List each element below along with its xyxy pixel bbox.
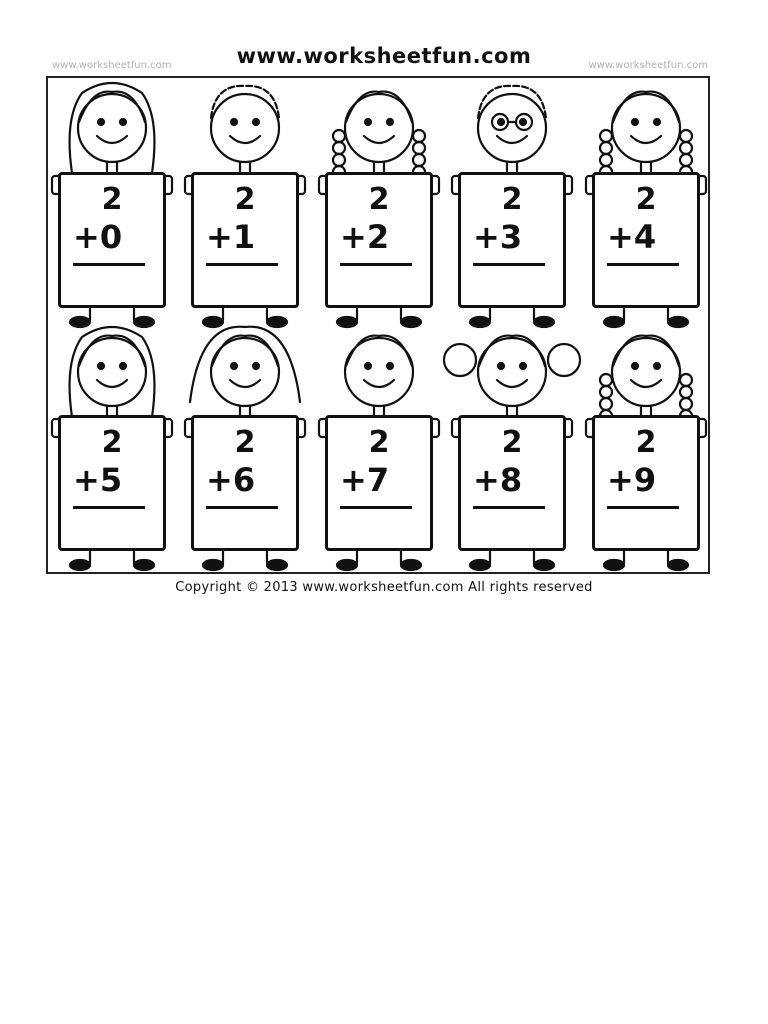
addend-top: 2 [501,182,523,217]
problem-card-4 [458,172,566,308]
problem-card-5 [592,172,700,308]
addend-bottom: +4 [607,218,657,256]
addend-bottom: +9 [607,461,657,499]
addend-top: 2 [101,425,123,460]
problem-card-6 [58,415,166,551]
addend-bottom: +6 [206,461,256,499]
answer-line [473,263,545,266]
answer-line [473,506,545,509]
watermark-right: www.worksheetfun.com [588,60,708,71]
addend-top: 2 [635,182,657,217]
answer-line [73,506,145,509]
addend-top: 2 [101,182,123,217]
answer-line [607,506,679,509]
addend-bottom: +5 [73,461,123,499]
problem-card-1 [58,172,166,308]
addend-bottom: +1 [206,218,256,256]
answer-line [73,263,145,266]
addend-top: 2 [234,425,256,460]
addend-top: 2 [234,182,256,217]
addend-top: 2 [501,425,523,460]
answer-line [340,506,412,509]
addend-bottom: +2 [340,218,390,256]
addend-bottom: +0 [73,218,123,256]
watermark-left: www.worksheetfun.com [52,60,172,71]
problem-card-2 [191,172,299,308]
answer-line [206,506,278,509]
addend-bottom: +7 [340,461,390,499]
problem-card-9 [458,415,566,551]
problem-card-10 [592,415,700,551]
addend-top: 2 [368,425,390,460]
problem-card-3 [325,172,433,308]
addend-bottom: +3 [473,218,523,256]
copyright-notice: Copyright © 2013 www.worksheetfun.com All rights reserved [175,580,593,595]
addend-top: 2 [635,425,657,460]
problem-card-7 [191,415,299,551]
addend-bottom: +8 [473,461,523,499]
site-title: www.worksheetfun.com [236,44,532,68]
problem-card-8 [325,415,433,551]
answer-line [206,263,278,266]
addend-top: 2 [368,182,390,217]
answer-line [340,263,412,266]
answer-line [607,263,679,266]
